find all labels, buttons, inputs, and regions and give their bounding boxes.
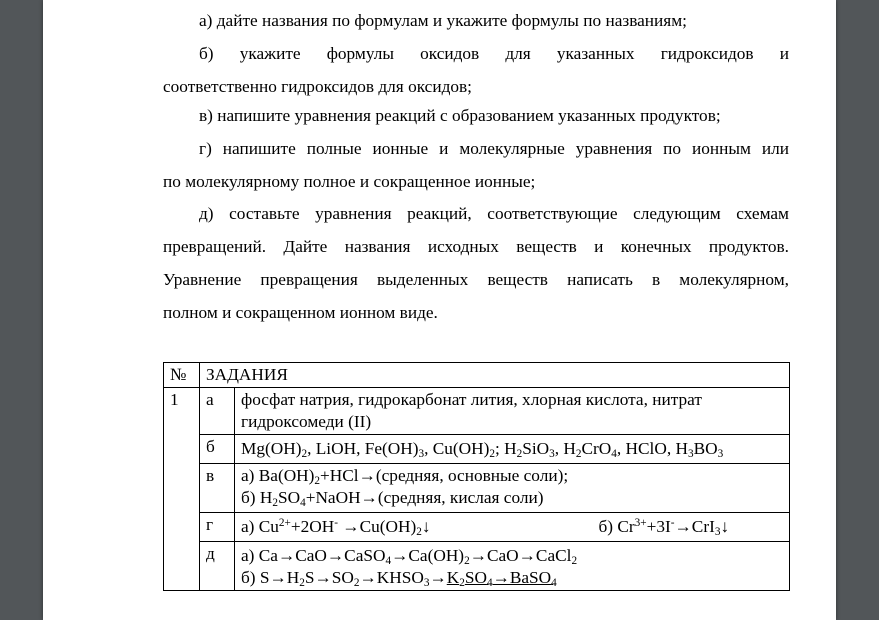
instruction-a-text: а) дайте названия по формулам и укажите формулы по названиям; — [199, 11, 687, 30]
instruction-a — [163, 4, 789, 37]
instruction-d-line3: Уравнение превращения выделенных веществ написать в молекулярном, — [163, 270, 789, 289]
row-v-equations — [235, 464, 790, 513]
row-d-line1: а) $Ca\to CaO\to CaSO_4\to Ca(OH)_2\to CaO\to CaCl_2$ — [241, 546, 578, 567]
instruction-b-line2: соответственно гидроксидов для оксидов; — [163, 77, 472, 96]
table-row-v — [164, 464, 790, 513]
instruction-d-line4: полном и сокращенном ионном виде. — [163, 303, 438, 322]
header-number: № — [164, 363, 200, 388]
instruction-d — [163, 197, 789, 329]
row-g-part-a: а) $Cu^{2+}+2OH^-$ $\to Cu(OH)_2↓$ — [241, 516, 431, 538]
task-number-cell: 1 — [164, 388, 200, 591]
row-letter-a: а — [200, 388, 235, 435]
table-row-d — [164, 542, 790, 591]
instruction-b — [163, 37, 789, 103]
document-page — [43, 0, 836, 620]
instruction-g — [163, 132, 789, 198]
instruction-v — [163, 99, 789, 132]
row-letter-b: б — [200, 435, 235, 464]
row-v-line2: б) $H_2SO_4+NaOH\to(средняя$, кислая соли) — [241, 488, 544, 509]
table-row-b — [164, 435, 790, 464]
row-d-schemes — [235, 542, 790, 591]
row-a-text: фосфат натрия, гидрокарбонат лития, хлорная кислота, нитрат гидроксомеди (II) — [235, 388, 790, 435]
table-row-g — [164, 513, 790, 542]
row-g-part-b: б) $Cr^{3+}+3I^-\to CrI_3↓$ — [598, 516, 730, 538]
instruction-d-line1: д) составьте уравнения реакций, соответствующие следующим схемам — [199, 204, 789, 223]
instruction-g-line2: по молекулярному полное и сокращенное ионные; — [163, 172, 536, 191]
row-d-line2: б) $S\to H_2S\to SO_2\to KHSO_3\to K_2SO_4\to BaSO_4$ — [241, 568, 557, 589]
row-b-formulas: $Mg(OH)_2$, LiOH, $Fe(OH)_3$, $Cu(OH)_2$; $H_2SiO_3$, $H_2CrO_4$, HClO, $H_3BO_3$ — [235, 435, 790, 464]
header-tasks: ЗАДАНИЯ — [200, 363, 790, 388]
row-letter-v: в — [200, 464, 235, 513]
instruction-d-line2: превращений. Дайте названия исходных веществ и конечных продуктов. — [163, 237, 789, 256]
instruction-g-line1: г) напишите полные ионные и молекулярные уравнения по ионным или — [199, 139, 789, 158]
row-letter-g: г — [200, 513, 235, 542]
instruction-b-line1: б) укажите формулы оксидов для указанных гидроксидов и — [199, 44, 789, 63]
tasks-table — [163, 362, 790, 591]
row-letter-d: д — [200, 542, 235, 591]
instruction-v-text: в) напишите уравнения реакций с образованием указанных продуктов; — [199, 106, 721, 125]
row-g-equations — [235, 513, 790, 542]
table-header-row — [164, 363, 790, 388]
row-v-line1: а) $Ba(OH)_2+HCl\to(средняя$, основные соли); — [241, 466, 569, 487]
table-row-a — [164, 388, 790, 435]
